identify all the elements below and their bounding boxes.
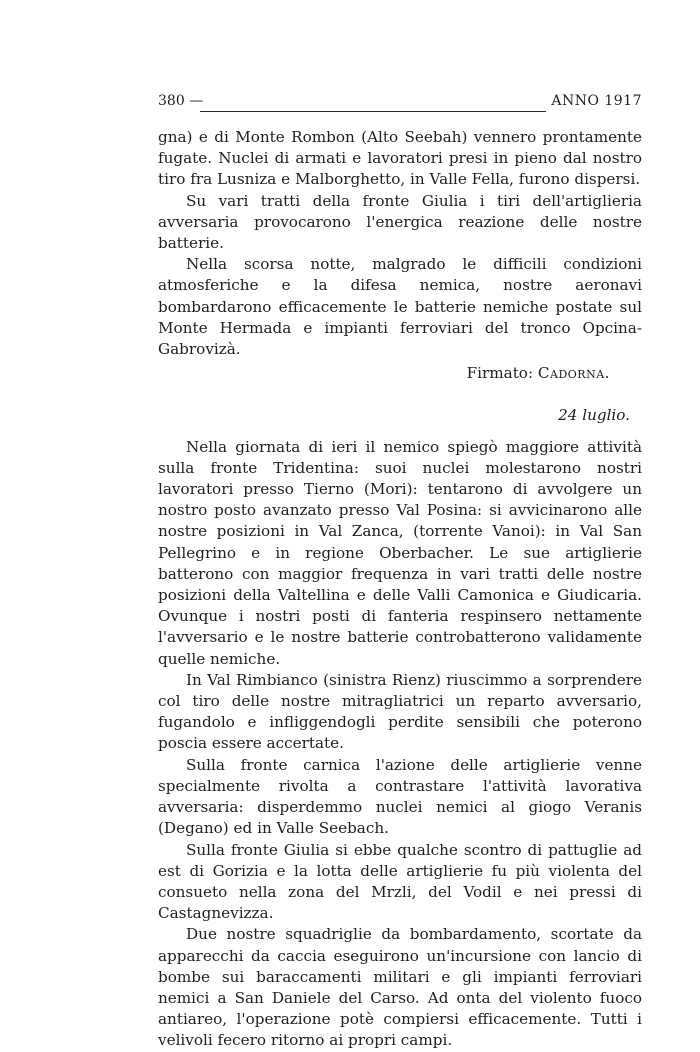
paragraph: Sulla fronte carnica l'azione delle artiglierie venne specialmente rivolta a contrastare l'attività lavorativa avversaria: disperdemmo nuclei nemici al giogo Veranis (Degano) ed in Valle Seebach. [158, 755, 642, 838]
paragraph: Nella scorsa notte, malgrado le difficili condizioni atmosferiche e la difesa nemica, nostre aeronavi bombardarono efficacemente le batterie nemiche postate sul Monte Hermada e impianti ferroviari del tronco Opcina-Gabrovizà. [158, 255, 642, 359]
signature-label: Firmato: [466, 364, 534, 383]
bulletin-date: 24 luglio. [558, 406, 630, 425]
running-title: ANNO 1917 [551, 93, 642, 109]
paragraph: In Val Rimbianco (sinistra Rienz) riuscimmo a sorprendere col tiro delle nostre mitragliatrici un reparto avversario, fugandolo e infliggendogli perdite sensibili che poterono poscia essere accertate. [158, 670, 642, 753]
paragraph: Sulla fronte Giulia si ebbe qualche scontro di pattuglie ad est di Gorizia e la lotta delle artiglierie fu più violenta del consueto nella zona del Mrzli, del Vodil e nei pressi di Castagnevizza. [158, 840, 642, 923]
header-rule [200, 111, 546, 112]
signature-line [158, 363, 642, 384]
signature-name: Cadorna. [537, 364, 610, 383]
running-header [158, 92, 642, 114]
page-number: 380 — [158, 93, 204, 109]
paragraph: Su vari tratti della fronte Giulia i tiri dell'artiglieria avversaria provocarono l'energica reazione delle nostre batterie. [158, 191, 642, 253]
paragraph: Due nostre squadriglie da bombardamento, scortate da apparecchi da caccia eseguirono un'incursione con lancio di bombe sui baraccamenti militari e gli impianti ferroviari nemici a San Daniele del Carso. Ad onta del violento fuoco antiareo, l'operazione potè compiersi efficacemente. Tutti i velivoli fecero ritorno ai propri campi. [158, 925, 642, 1050]
paragraph-continued: gna) e di Monte Rombon (Alto Seebah) vennero prontamente fugate. Nuclei di armati e lavoratori presi in pieno dal nostro tiro fra Lusniza e Malborghetto, in Valle Fella, furono dispersi. [158, 128, 642, 189]
paragraph: Nella giornata di ieri il nemico spiegò maggiore attività sulla fronte Tridentina: suoi nuclei molestarono nostri lavoratori presso Tierno (Mori): tentarono di avvolgere un nostro posto avanzato presso Val Posina: si avvicinarono alle nostre posizioni in Val Zanca, (torrente Vanoi): in Val San Pellegrino e in regione Oberbacher. Le sue artiglierie batterono con maggior frequenza in vari tratti delle nostre posizioni della Valtellina e delle Valli Camonica e Giudicaria. Ovunque i nostri posti di fanteria respinsero nettamente l'avversario e le nostre batterie controbatterono validamente quelle nemiche. [158, 437, 642, 668]
page-body [158, 127, 642, 1052]
